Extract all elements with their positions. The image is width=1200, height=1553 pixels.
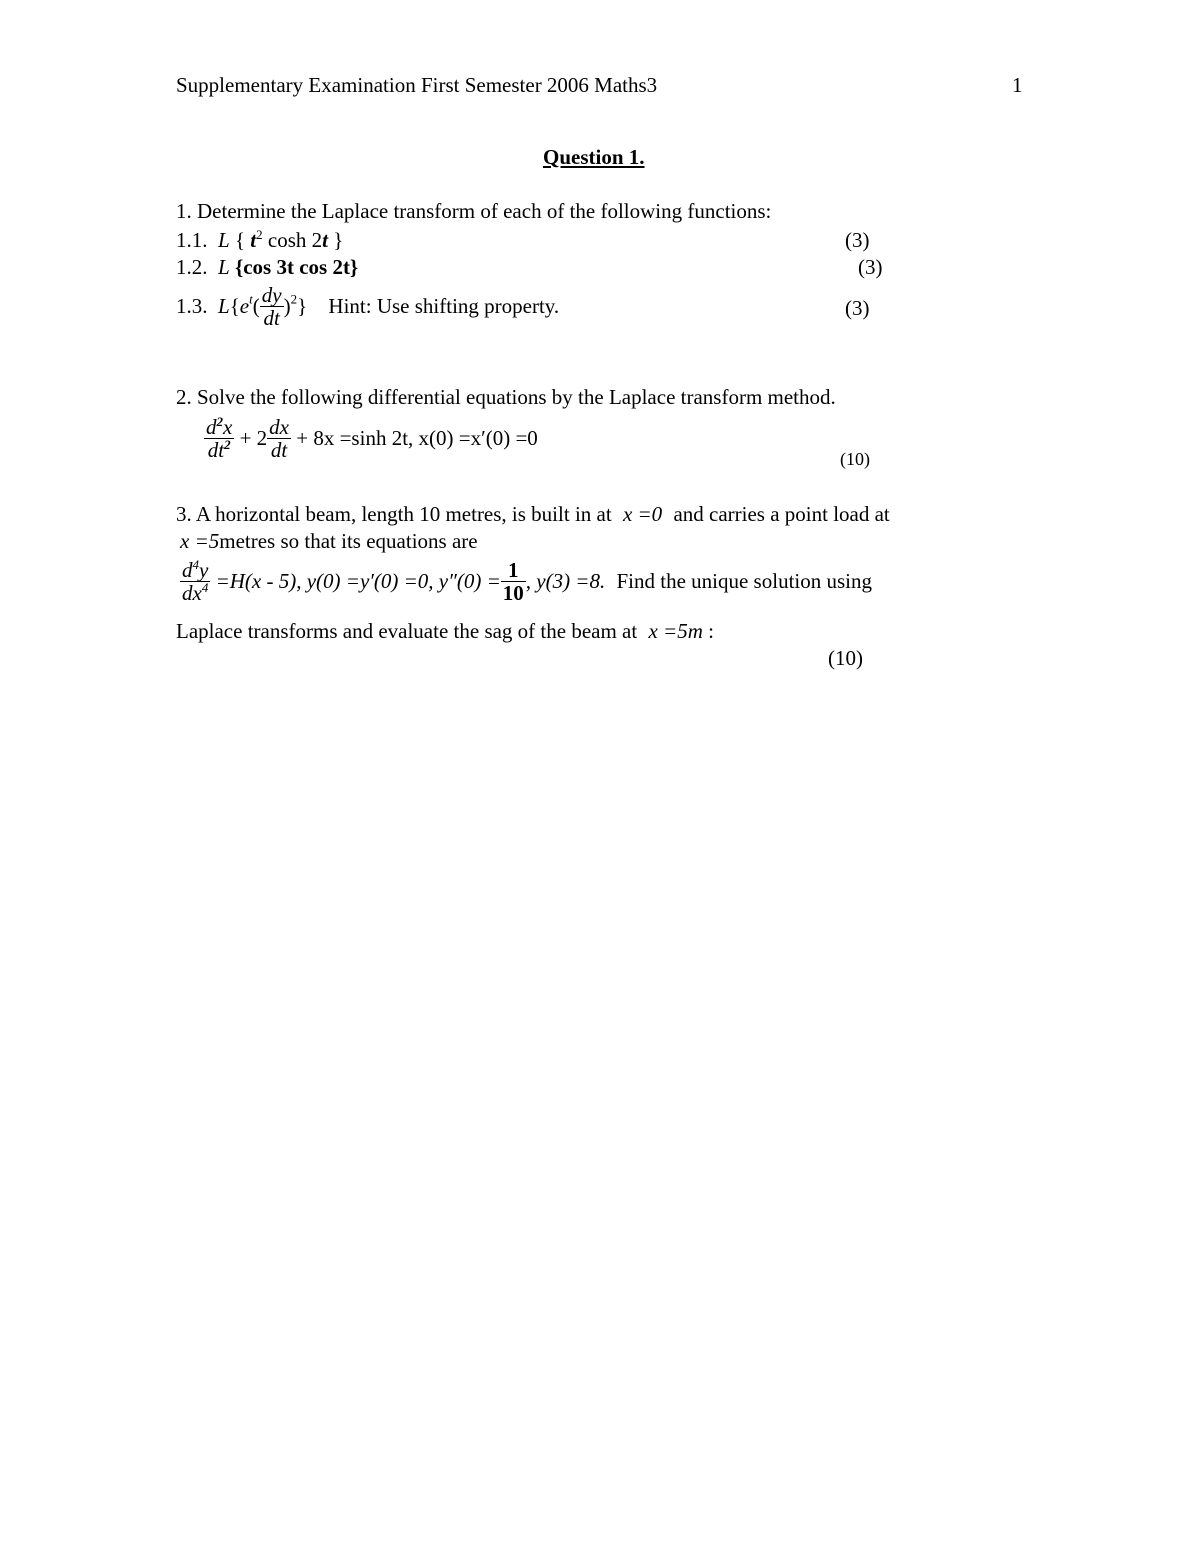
q3-line-2 (180, 531, 478, 552)
brace: } (297, 294, 308, 319)
paren: ( (252, 294, 260, 319)
equation-rest: + 8x =sinh 2t, x(0) =x′(0) =0 (296, 426, 538, 451)
page-header: Supplementary Examination First Semester 2006 Maths3 (176, 73, 658, 97)
frac-den: dt (267, 438, 291, 461)
dt: dt (207, 438, 225, 463)
laplace-operator: L (218, 255, 230, 279)
exponent: 2 (216, 414, 223, 429)
q1-intro: 1. Determine the Laplace transform of each of the following functions: (176, 199, 772, 223)
laplace-operator: L (218, 228, 230, 252)
var-t: t (250, 228, 257, 252)
dx: dx (182, 581, 202, 606)
question-title: Question 1. (543, 145, 645, 169)
q3-text: : (708, 619, 714, 643)
q1-item-1 (176, 227, 344, 252)
q1-item-3-number: 1.3. (176, 294, 208, 319)
q2-intro: 2. Solve the following differential equations by the Laplace transform method. (176, 385, 836, 409)
d4y-dx4-fraction (180, 559, 210, 604)
exponent: 2 (290, 291, 298, 307)
equation-middle: =H(x - 5), y(0) =y′(0) =0, y″(0) = (215, 569, 501, 594)
dx-dt-fraction (267, 416, 291, 461)
brace: { (229, 294, 240, 319)
brace: { (234, 228, 246, 252)
var-y: y (199, 558, 209, 582)
math-x-eq-0: x =0 (622, 502, 663, 526)
dy-dt-fraction (260, 284, 284, 329)
q1-item-1-number: 1.1. (176, 228, 208, 252)
d: d (182, 558, 193, 582)
math-x-eq-5m: x =5m (648, 619, 703, 643)
q1-item-3-marks: (3) (845, 296, 870, 320)
d: d (206, 415, 217, 439)
paren: ) (283, 294, 291, 319)
exponent: t (249, 291, 253, 307)
frac-den: 10 (502, 581, 524, 606)
frac-num (204, 416, 234, 438)
q2-equation (204, 416, 538, 461)
frac-num: dy (261, 283, 282, 307)
d2x-dt2-fraction (204, 416, 234, 461)
equation-end: , y(3) =8. (525, 569, 606, 594)
q1-item-1-marks: (3) (845, 228, 870, 252)
page-number: 1 (1012, 73, 1023, 97)
q2-marks: (10) (840, 449, 870, 469)
frac-num (180, 559, 210, 581)
hint-text: Hint: Use shifting property. (328, 294, 560, 319)
frac-den: dt (260, 306, 284, 329)
exponent: 2 (256, 227, 263, 242)
exponent: 2 (224, 437, 231, 453)
one-tenth-fraction (501, 559, 526, 604)
q3-text: 3. A horizontal beam, length 10 metres, is built in at (176, 502, 612, 526)
brace: } (333, 228, 344, 252)
var-t: t (322, 228, 328, 252)
frac-den (180, 581, 210, 604)
var-e: e (239, 294, 250, 319)
q3-line-4 (176, 621, 714, 642)
frac-num: dx (269, 415, 289, 439)
q3-equation-line (180, 559, 872, 604)
exponent: 4 (192, 557, 199, 572)
var-x: x (223, 415, 233, 439)
plus-two: + 2 (239, 426, 268, 451)
frac-num: 1 (508, 558, 519, 582)
q1-item-3 (176, 284, 559, 329)
q3-marks: (10) (828, 646, 863, 670)
exponent: 4 (201, 580, 209, 596)
q3-text: Find the unique solution using (616, 569, 872, 594)
cos-product: {cos 3t cos 2t} (234, 255, 359, 279)
q3-text: metres so that its equations are (219, 529, 478, 553)
q1-item-2-number: 1.2. (176, 255, 208, 279)
q3-text: and carries a point load at (673, 502, 890, 526)
q1-item-2-marks: (3) (858, 255, 883, 279)
frac-den (204, 438, 234, 461)
math-x-eq-5: x =5 (180, 529, 220, 553)
q1-item-2 (176, 257, 358, 278)
q3-line-1 (176, 504, 890, 525)
q3-text: Laplace transforms and evaluate the sag of the beam at (176, 619, 638, 643)
laplace-operator: L (218, 294, 230, 319)
cosh-term: cosh 2 (267, 228, 323, 252)
